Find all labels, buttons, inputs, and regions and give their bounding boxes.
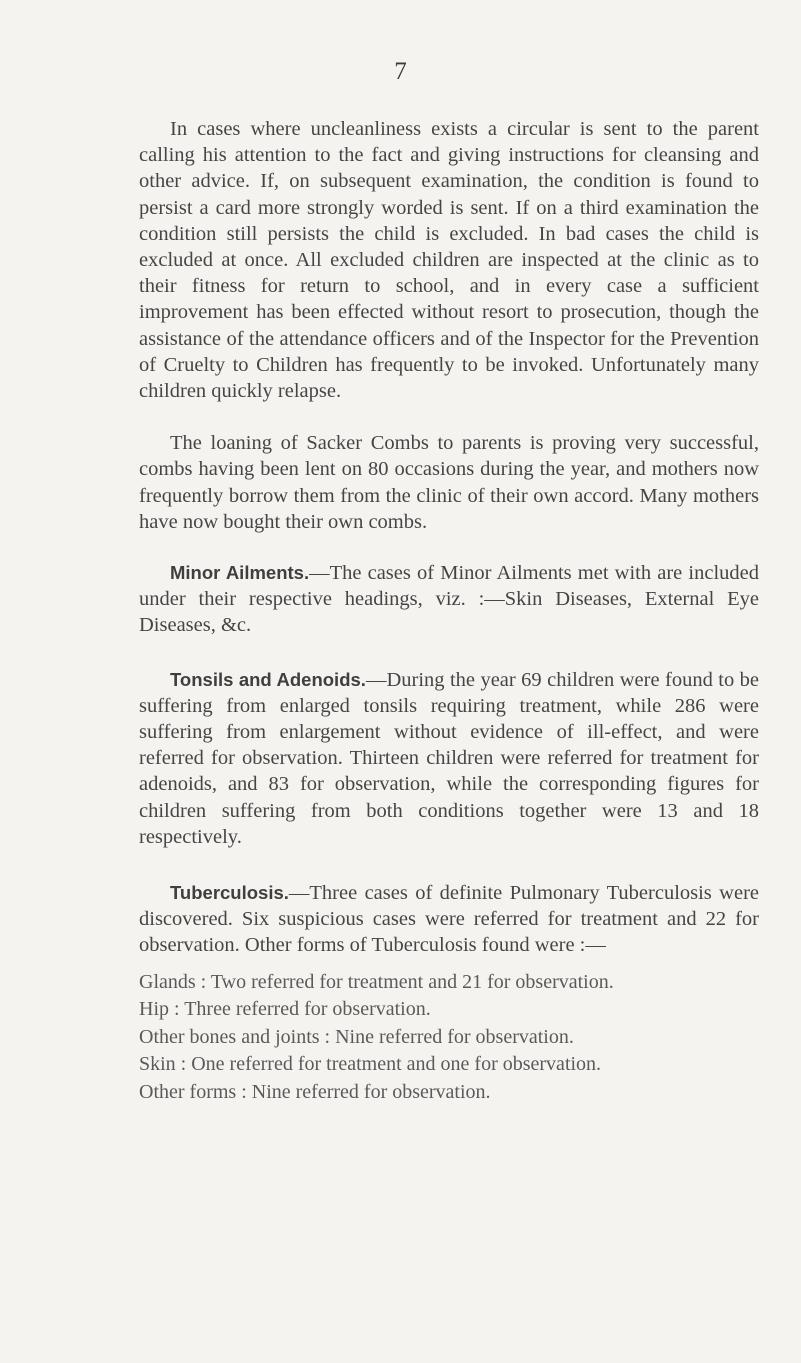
paragraph-minor-ailments — [139, 560, 759, 639]
list-item-skin: Skin : One referred for treatment and one for observation. — [139, 1053, 602, 1076]
text-minor-ailments: —The cases of Minor Ailments met with are included under their respective headings, viz. :—Skin Diseases, External Eye Diseases, &c. — [139, 562, 759, 637]
list-item-glands: Glands : Two referred for treatment and 21 for observation. — [139, 970, 614, 993]
page-body — [139, 116, 759, 1106]
heading-tuberculosis: Tuberculosis. — [170, 882, 289, 904]
heading-minor-ailments: Minor Ailments. — [170, 562, 310, 584]
paragraph-tuberculosis — [139, 880, 759, 959]
list-item-hip: Hip : Three referred for observation. — [139, 998, 431, 1021]
list-item-other-forms: Other forms : Nine referred for observation. — [139, 1080, 491, 1103]
paragraph-uncleanliness: In cases where uncleanliness exists a circular is sent to the parent calling his attention to the fact and giving instructions for cleansing and other advice. If, on subsequent examination, the condition is found to persist a card more strongly worded is sent. If on a third examination the condition still persists the child is excluded. In bad cases the child is excluded at once. All excluded children are inspected at the clinic as to their fitness for return to school, and in every case a sufficient improvement has been effected without resort to prosecution, though the assistance of the attendance officers and of the Inspector for the Prevention of Cruelty to Children has frequently to be invoked. Unfortunately many children quickly relapse. — [139, 118, 759, 403]
text-tuberculosis: —Three cases of definite Pulmonary Tuberculosis were discovered. Six suspicious cases were referred for treatment and 22 for observation. Other forms of Tuberculosis found were :— — [139, 882, 759, 957]
tuberculosis-list — [139, 969, 759, 1107]
paragraph-tonsils-adenoids — [139, 667, 759, 850]
heading-tonsils-adenoids: Tonsils and Adenoids. — [170, 668, 366, 690]
paragraph-sacker-combs: The loaning of Sacker Combs to parents is proving very successful, combs having been lent on 80 occasions during the year, and mothers now frequently borrow them from the clinic of their own accord. Many mothers have now bought their own combs. — [139, 432, 759, 533]
page-number: 7 — [394, 58, 407, 85]
list-item-other-bones: Other bones and joints : Nine referred for observation. — [139, 1025, 574, 1048]
text-tonsils-adenoids: —During the year 69 children were found to be suffering from enlarged tonsils requiring treatment, while 286 were suffering from enlargement without evidence of ill-effect, and were referred for observation. Thirteen children were referred for treatment for adenoids, and 83 for observation, while the corresponding figures for children suffering from both conditions together were 13 and 18 respectively. — [139, 668, 759, 848]
